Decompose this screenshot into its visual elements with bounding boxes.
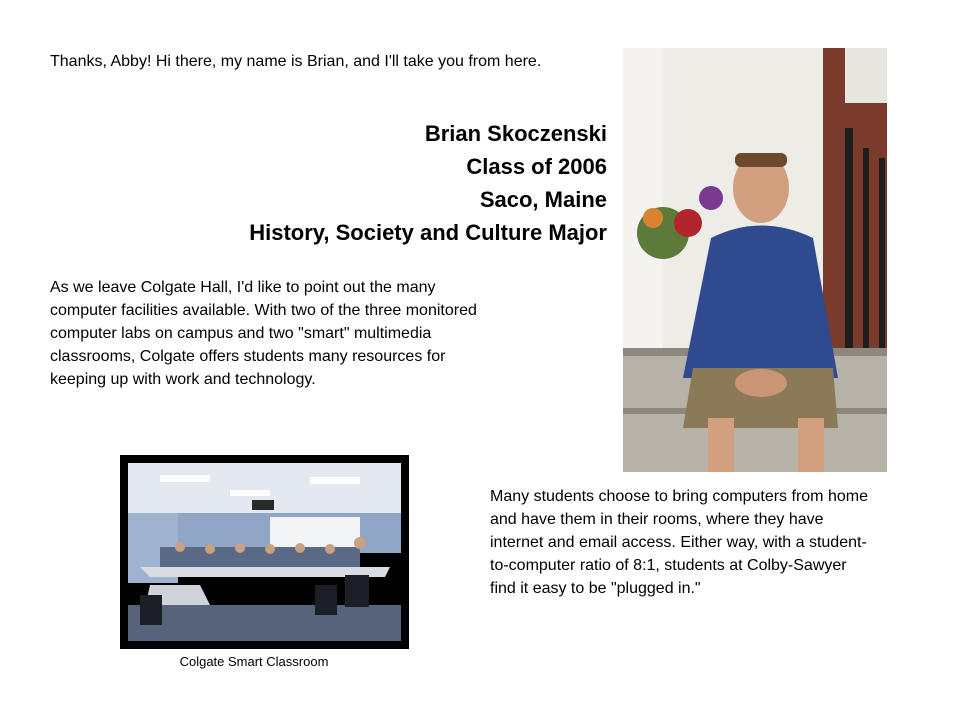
student-hometown: Saco, Maine	[479, 187, 607, 212]
student-profile	[249, 117, 607, 249]
classroom-photo-caption: Colgate Smart Classroom	[179, 654, 329, 669]
student-name: Brian Skoczenski	[424, 121, 607, 146]
intro-text: Thanks, Abby! Hi there, my name is Brian, and I'll take you from here.	[50, 53, 542, 70]
student-major: History, Society and Culture Major	[249, 220, 607, 245]
smart-classroom-photo	[120, 455, 409, 649]
student-class-year: Class of 2006	[466, 154, 607, 179]
computer-labs-paragraph: As we leave Colgate Hall, I'd like to point out the many computer facilities available. With two of the three monitored computer labs on campus and two "smart" multimedia classrooms, Colgate offers students many resources for keeping up with work and technology.	[50, 279, 477, 388]
student-portrait-photo	[623, 48, 887, 472]
personal-computers-paragraph: Many students choose to bring computers from home and have them in their rooms, where they have internet and email access. Either way, with a student-to-computer ratio of 8:1, students at Colby-Sawyer find it easy to be "plugged in."	[490, 488, 868, 597]
